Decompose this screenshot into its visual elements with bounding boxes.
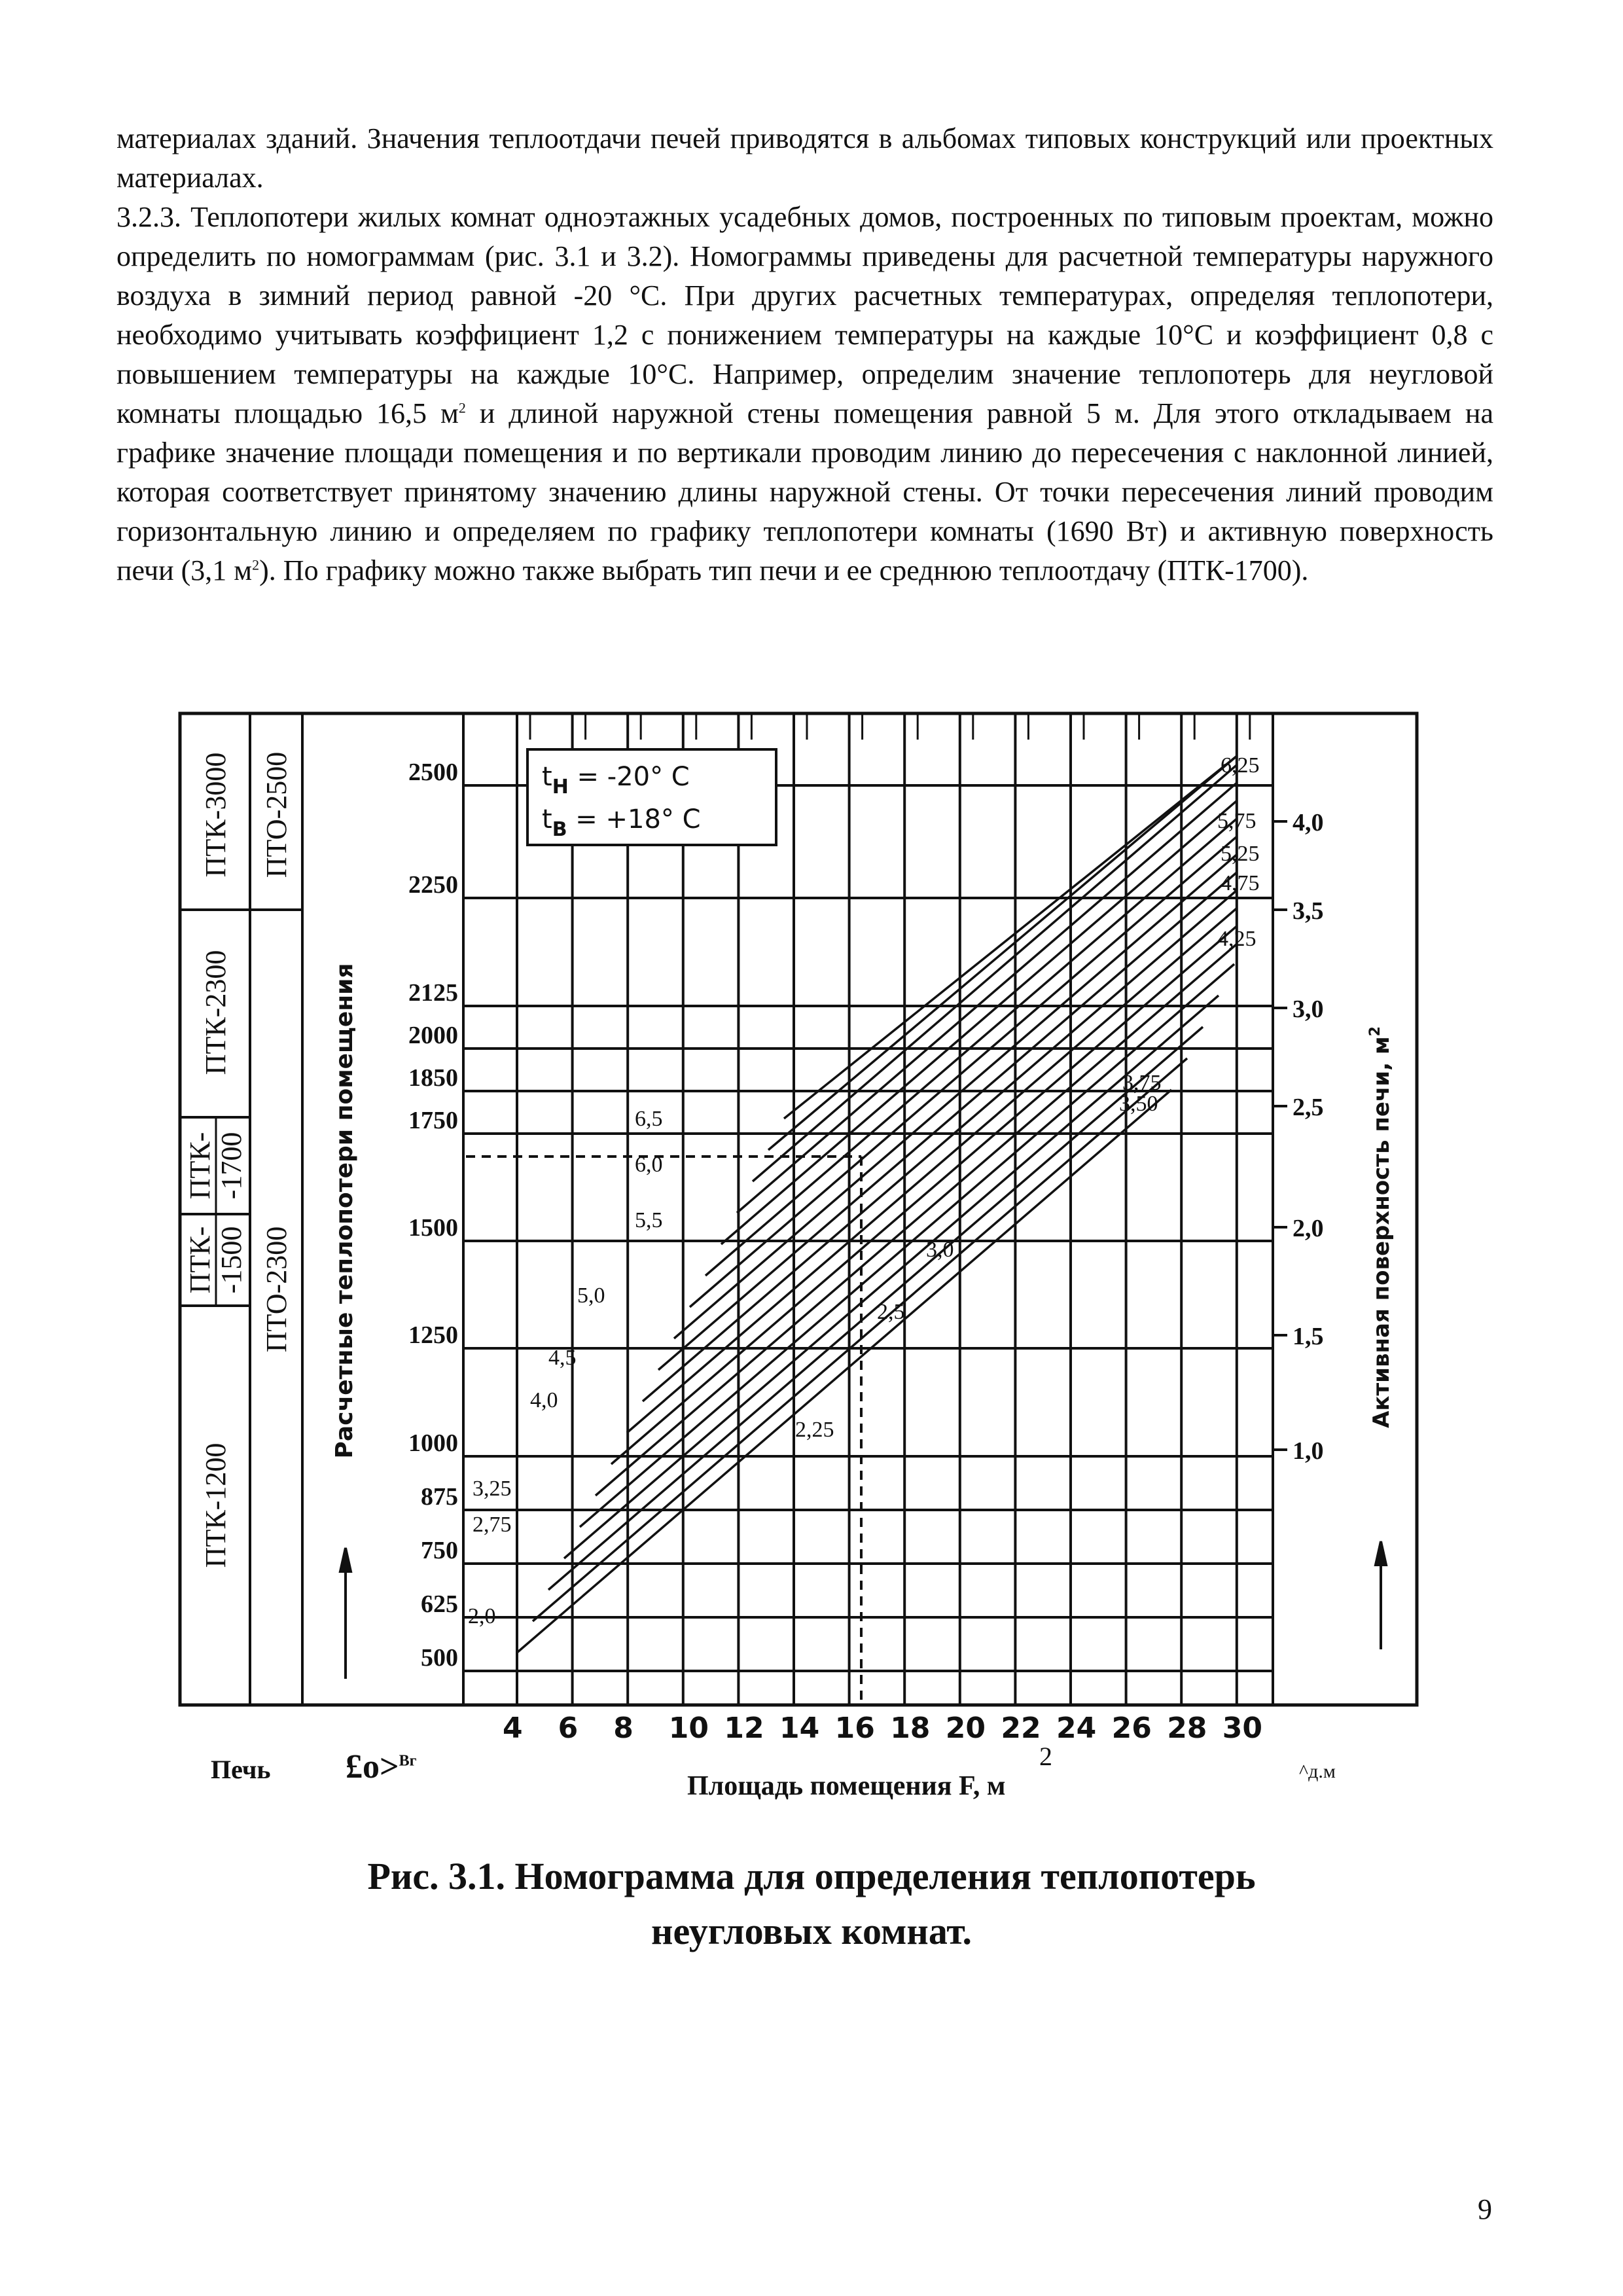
wall-length-label: 6,0 bbox=[635, 1153, 663, 1177]
surface-tick: 2,5 bbox=[1293, 1094, 1324, 1121]
wall-length-label: 6,5 bbox=[635, 1107, 663, 1131]
x-tick: 28 bbox=[1167, 1712, 1207, 1745]
heat-loss-tick: 2125 bbox=[408, 979, 458, 1007]
heat-loss-tick: 2250 bbox=[408, 871, 458, 899]
stove-ptk-1700-b: -1700 bbox=[215, 1132, 247, 1200]
stove-ptk-3000: ПТК-3000 bbox=[200, 752, 232, 878]
heat-loss-tick: 1250 bbox=[408, 1321, 458, 1349]
wall-length-label: 4,25 bbox=[1217, 927, 1257, 951]
wall-length-label: 5,25 bbox=[1221, 842, 1260, 866]
right-axis-title: Активная поверхность печи, $м^2$ bbox=[1367, 1026, 1395, 1428]
wall-length-line bbox=[643, 890, 1237, 1401]
nomogram-chart bbox=[177, 710, 1420, 1731]
x-tick: 8 bbox=[613, 1712, 633, 1745]
surface-tick: 4,0 bbox=[1293, 809, 1324, 836]
caption-line-1: Рис. 3.1. Номограмма для определения теплопотерь bbox=[367, 1855, 1256, 1897]
outdoor-temp: $t_H = -20^\circ$ C bbox=[542, 762, 690, 798]
wall-length-label: 2,75 bbox=[473, 1513, 512, 1537]
page-number: 9 bbox=[1478, 2193, 1492, 2225]
wall-length-label: 6,25 bbox=[1221, 753, 1260, 778]
paragraph-intro-text: материалах зданий. Значения теплоотдачи печей приводятся в альбомах типовых конструкций или проектных материалах. bbox=[116, 122, 1493, 194]
x-tick: 18 bbox=[890, 1712, 931, 1745]
x-axis-title: Площадь помещения F, м bbox=[687, 1771, 1006, 1801]
stove-pto-2300: ПТО-2300 bbox=[260, 1226, 293, 1353]
heat-loss-ticks bbox=[408, 759, 458, 1672]
x-tick: 22 bbox=[1001, 1712, 1041, 1745]
caption-line-2: неугловых комнат. bbox=[651, 1910, 972, 1952]
figure-caption bbox=[0, 1849, 1623, 1959]
x-tick: 4 bbox=[503, 1712, 523, 1745]
wall-length-label: 4,75 bbox=[1221, 871, 1260, 895]
wall-length-line bbox=[737, 783, 1237, 1213]
stove-ptk-1500-a: ПТК- bbox=[184, 1226, 216, 1294]
paragraph-3-2-3 bbox=[116, 198, 1493, 590]
paragraph-text-c: ). По графику можно также выбрать тип печи и ее среднюю теплоотдачу (ПТК-1700). bbox=[259, 554, 1309, 586]
superscript: 2 bbox=[252, 556, 260, 573]
wall-length-label: 3,25 bbox=[473, 1477, 512, 1501]
heat-loss-tick: 2500 bbox=[408, 759, 458, 786]
stove-ptk-1500-b: -1500 bbox=[215, 1226, 247, 1294]
x-tick: 30 bbox=[1222, 1712, 1263, 1745]
x-tick: 26 bbox=[1111, 1712, 1152, 1745]
superscript: 2 bbox=[458, 399, 466, 416]
x-tick: 20 bbox=[945, 1712, 986, 1745]
x-tick: 6 bbox=[558, 1712, 579, 1745]
plot-lines bbox=[517, 756, 1237, 1653]
surface-tick: 3,5 bbox=[1293, 897, 1324, 925]
wall-length-label: 3,75 bbox=[1122, 1071, 1162, 1095]
body-text bbox=[116, 119, 1493, 590]
stove-column-ptk bbox=[184, 753, 247, 1568]
temperature-box bbox=[527, 749, 776, 845]
stove-ptk-2300: ПТК-2300 bbox=[200, 950, 232, 1075]
wall-length-label: 5,5 bbox=[635, 1208, 663, 1232]
surface-tick: 1,5 bbox=[1293, 1323, 1324, 1350]
x-tick: 12 bbox=[724, 1712, 764, 1745]
stove-column-pto bbox=[260, 752, 293, 1353]
x-tick: 10 bbox=[668, 1712, 709, 1745]
x-axis-sup: 2 bbox=[1039, 1742, 1052, 1771]
garbled-label-right: ^д.м bbox=[1299, 1761, 1336, 1782]
stove-ptk-1700-a: ПТК- bbox=[184, 1132, 216, 1200]
wall-length-label: 3,50 bbox=[1119, 1092, 1158, 1116]
heat-loss-tick: 500 bbox=[421, 1644, 458, 1672]
surface-tick: 3,0 bbox=[1293, 996, 1324, 1023]
stove-label: Печь bbox=[211, 1755, 271, 1784]
heat-loss-tick: 1500 bbox=[408, 1214, 458, 1242]
wall-length-line bbox=[753, 765, 1237, 1181]
heat-loss-tick: 625 bbox=[421, 1590, 458, 1618]
surface-tick: 1,0 bbox=[1293, 1437, 1324, 1465]
wall-length-label: 2,25 bbox=[795, 1418, 834, 1442]
surface-tick: 2,0 bbox=[1293, 1215, 1324, 1242]
paragraph-text-a: 3.2.3. Теплопотери жилых комнат одноэтажных усадебных домов, построенных по типовым проектам, можно определить по номограммам (рис. 3.1 и 3.2). Номограммы приведены для расчетной температуры наружного воздуха в зимний период равной -20 °С. При других расчетных температурах, определяя теплопотери, необходимо учитывать коэффициент 1,2 с понижением температуры на каждые 10°С и коэффициент 0,8 с повышением температуры на каждые 10°С. Например, определим значение теплопотерь для неугловой комнаты площадью 16,5 м bbox=[116, 201, 1493, 429]
right-axis-arrow bbox=[1376, 1541, 1386, 1649]
heat-loss-tick: 875 bbox=[421, 1483, 458, 1511]
wall-length-line bbox=[658, 872, 1237, 1370]
heat-loss-tick: 1000 bbox=[408, 1429, 458, 1457]
wall-length-line bbox=[721, 800, 1237, 1244]
left-axis-arrow bbox=[340, 1548, 351, 1679]
wall-length-label: 2,0 bbox=[468, 1604, 496, 1628]
plot-grid bbox=[463, 713, 1273, 1705]
wall-length-label: 4,5 bbox=[548, 1346, 577, 1370]
paragraph-intro bbox=[116, 119, 1493, 198]
x-tick: 16 bbox=[834, 1712, 875, 1745]
wall-length-label: 5,0 bbox=[577, 1283, 605, 1308]
stove-pto-2500: ПТО-2500 bbox=[260, 751, 293, 878]
paragraph-text-b: и длиной наружной стены помещения равной 5 м. Для этого откладываем на графике значение площади помещения и по вертикали проводим линию до пересечения с наклонной линией, которая соответствует принятому значению длины наружной стены. От точки пересечения линий проводим горизонтальную линию и определяем по графику теплопотери комнаты (1690 Вт) и активную поверхность печи (3,1 м bbox=[116, 397, 1493, 586]
indoor-temp: $t_B = +18^\circ$ C bbox=[542, 804, 701, 841]
heat-loss-tick: 1750 bbox=[408, 1107, 458, 1134]
heat-loss-tick: 750 bbox=[421, 1537, 458, 1564]
left-axis-title: Расчетные теплопотери помещения bbox=[331, 963, 358, 1459]
wall-length-label: 5,75 bbox=[1217, 809, 1257, 833]
x-tick: 24 bbox=[1056, 1712, 1097, 1745]
wall-length-line bbox=[627, 908, 1237, 1433]
wall-length-line bbox=[784, 756, 1237, 1119]
wall-length-label: 3,0 bbox=[926, 1238, 954, 1262]
stove-ptk-1200: ПТК-1200 bbox=[200, 1443, 232, 1568]
wall-length-label: 4,0 bbox=[530, 1388, 558, 1412]
garbled-label-left: £о>$^{Вг}$ bbox=[346, 1748, 417, 1785]
surface-ticks bbox=[1273, 809, 1324, 1465]
heat-loss-tick: 1850 bbox=[408, 1064, 458, 1092]
x-tick: 14 bbox=[779, 1712, 820, 1745]
wall-length-label: 2,5 bbox=[877, 1300, 905, 1324]
heat-loss-tick: 2000 bbox=[408, 1022, 458, 1049]
